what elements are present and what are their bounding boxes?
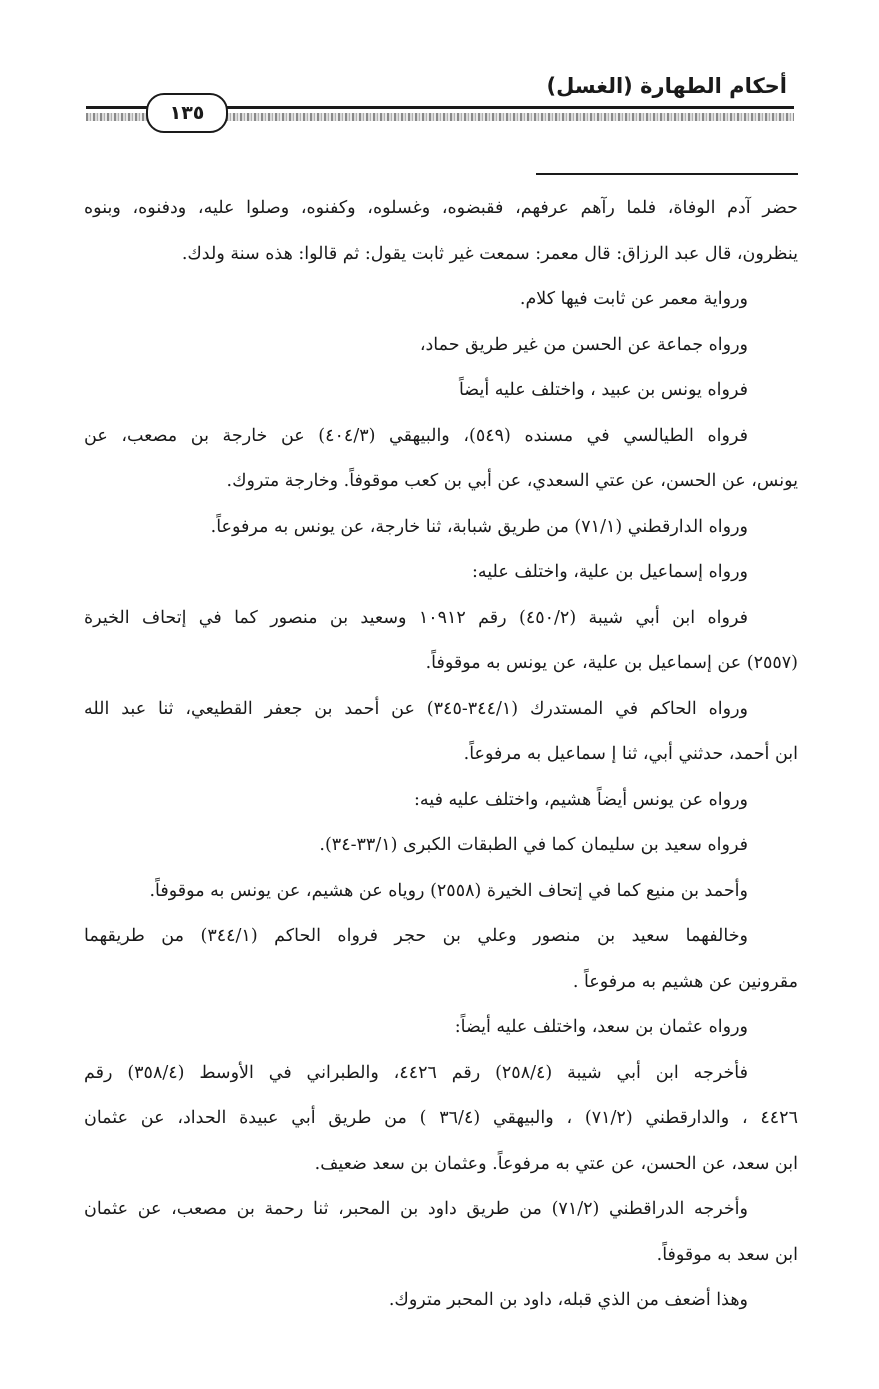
text-line: فرواه الطيالسي في مسنده (٥٤٩)، والبيهقي (٤٠٤/٣) عن خارجة بن مصعب، عن — [84, 425, 748, 446]
text-line: مقرونين عن هشيم به مرفوعاً . — [572, 971, 798, 992]
text-line: وخالفهما سعيد بن منصور وعلي بن حجر فرواه الحاكم (٣٤٤/١) من طريقهما — [84, 926, 748, 946]
text-line: ورواه الدارقطني (٧١/١) من طريق شبابة، ثنا خارجة، عن يونس به مرفوعاً. — [210, 516, 748, 537]
text-line: ورواه الحاكم في المستدرك (٣٤٤/١-٣٤٥) عن أحمد بن جعفر القطيعي، ثنا عبد الله — [84, 698, 748, 719]
text-line: ابن سعد به موقوفاً. — [656, 1244, 798, 1265]
page-body — [84, 186, 798, 1324]
text-line: (٢٥٥٧) عن إسماعيل بن علية، عن يونس به موقوفاً. — [425, 653, 798, 673]
text-line: حضر آدم الوفاة، فلما رآهم عرفهم، فقبضوه، وغسلوه، وكفنوه، وصلوا عليه، ودفنوه، وبنوه — [84, 198, 798, 218]
text-line: ٤٤٢٦ ، والدارقطني (٧١/٢) ، والبيهقي (٣٦/٤ ) من طريق أبي عبيدة الحداد، عن عثمان — [84, 1108, 798, 1128]
text-line: وأخرجه الدراقطني (٧١/٢) من طريق داود بن المحبر، ثنا رحمة بن مصعب، عن عثمان — [84, 1199, 748, 1219]
text-line: ورواه عن يونس أيضاً هشيم، واختلف عليه فيه: — [414, 789, 748, 810]
page-number: ١٣٥ — [146, 93, 228, 133]
text-line: فرواه يونس بن عبيد ، واختلف عليه أيضاً — [458, 380, 748, 400]
text-line: ورواه إسماعيل بن علية، واختلف عليه: — [471, 562, 748, 582]
text-line: ابن أحمد، حدثني أبي، ثنا إ سماعيل به مرفوعاً. — [463, 744, 798, 764]
text-line: فأخرجه ابن أبي شيبة (٢٥٨/٤) رقم ٤٤٢٦، والطبراني في الأوسط (٣٥٨/٤) رقم — [84, 1062, 748, 1083]
text-line: فرواه سعيد بن سليمان كما في الطبقات الكبرى (٣٣/١-٣٤). — [319, 835, 748, 855]
text-line: ابن سعد، عن الحسن، عن عتي به مرفوعاً. وعثمان بن سعد ضعيف. — [314, 1153, 798, 1174]
text-line: ينظرون، قال عبد الرزاق: قال معمر: سمعت غير ثابت يقول: ثم قالوا: هذه سنة ولدك. — [181, 243, 798, 264]
text-line: يونس، عن الحسن، عن عتي السعدي، عن أبي بن كعب موقوفاً. وخارجة متروك. — [226, 471, 798, 491]
text-line: وهذا أضعف من الذي قبله، داود بن المحبر متروك. — [388, 1290, 748, 1310]
text-line: ورواه جماعة عن الحسن من غير طريق حماد، — [419, 334, 748, 355]
footnote-separator — [536, 173, 798, 175]
text-line: ورواية معمر عن ثابت فيها كلام. — [519, 289, 748, 309]
text-line: ورواه عثمان بن سعد، واختلف عليه أيضاً: — [454, 1017, 748, 1037]
text-line: فرواه ابن أبي شيبة (٤٥٠/٢) رقم ١٠٩١٢ وسعيد بن منصور كما في إتحاف الخيرة — [84, 607, 749, 628]
text-line: وأحمد بن منيع كما في إتحاف الخيرة (٢٥٥٨) روياه عن هشيم، عن يونس به موقوفاً. — [149, 880, 748, 901]
running-header-title: أحكام الطهارة (الغسل) — [546, 74, 787, 98]
